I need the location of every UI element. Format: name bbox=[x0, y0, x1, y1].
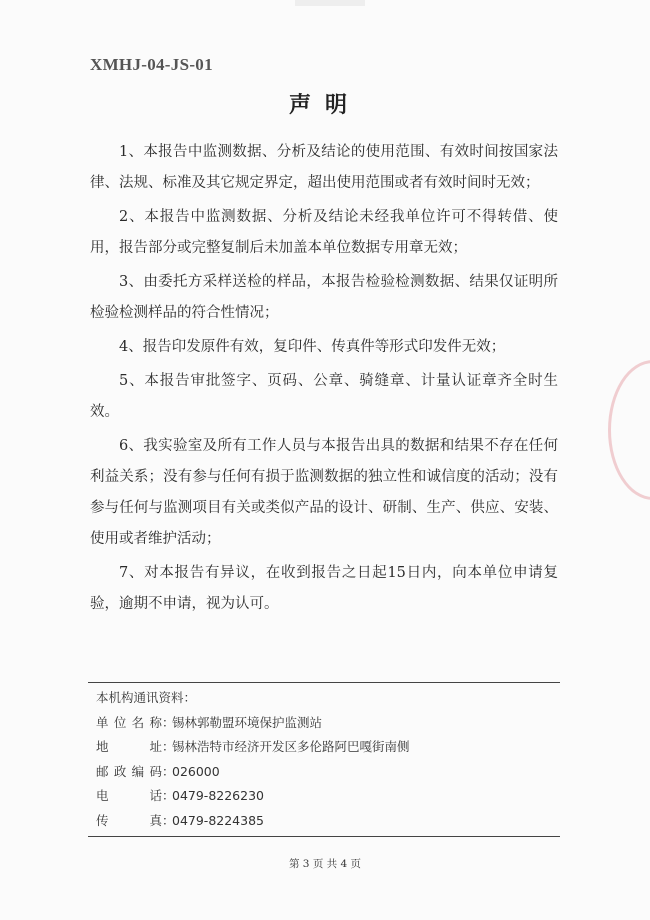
statement-body bbox=[90, 137, 558, 623]
contact-heading: 本机构通讯资料： bbox=[96, 690, 197, 705]
contact-row-postcode: 邮政编码 ： 026000 bbox=[96, 760, 556, 785]
statement-paragraph-7: 7、对本报告有异议，在收到报告之日起15日内，向本单位申请复验，逾期不申请，视为认可。 bbox=[90, 565, 558, 612]
contact-label: 单位名称 bbox=[96, 714, 162, 730]
contact-value: 026000 bbox=[172, 763, 220, 779]
contact-row-phone: 电话 ： 0479-8226230 bbox=[96, 784, 556, 809]
contact-value: 0479-8226230 bbox=[172, 788, 264, 803]
page-title: 声明 bbox=[288, 92, 361, 118]
contact-row-address: 地址 ： 锡林浩特市经济开发区多伦路阿巴嘎街南侧 bbox=[96, 735, 556, 760]
contact-label: 地址 bbox=[96, 739, 162, 754]
document-code: XMHJ-04-JS-01 bbox=[90, 55, 213, 74]
contact-label: 传真 bbox=[96, 812, 162, 828]
seal-stamp bbox=[608, 360, 650, 500]
statement-paragraph-4: 4、报告印发原件有效，复印件、传真件等形式印发件无效； bbox=[119, 339, 506, 355]
page-number: 第 3 页 共 4 页 bbox=[288, 858, 362, 870]
contact-row-org-name: 单位名称 ： 锡林郭勒盟环境保护监测站 bbox=[96, 711, 556, 736]
contact-divider-top bbox=[88, 682, 560, 683]
statement-paragraph-5: 5、本报告审批签字、页码、公章、骑缝章、计量认证章齐全时生效。 bbox=[90, 373, 558, 420]
contact-label: 电话 bbox=[96, 788, 162, 803]
contact-row-fax: 传真 ： 0479-8224385 bbox=[96, 809, 556, 834]
statement-paragraph-3: 3、由委托方采样送检的样品，本报告检验检测数据、结果仅证明所检验检测样品的符合性情况； bbox=[90, 274, 558, 321]
statement-paragraph-6: 6、我实验室及所有工作人员与本报告出具的数据和结果不存在任何利益关系；没有参与任何有损于监测数据的独立性和诚信度的活动；没有参与任何与监测项目有关或类似产品的设计、研制、生产、供应、安装、使用或者维护活动； bbox=[90, 438, 558, 547]
contact-info bbox=[96, 686, 556, 833]
contact-value: 锡林浩特市经济开发区多伦路阿巴嘎街南侧 bbox=[172, 739, 410, 754]
contact-value: 锡林郭勒盟环境保护监测站 bbox=[172, 714, 323, 730]
contact-divider-bottom bbox=[88, 836, 560, 837]
contact-label: 邮政编码 bbox=[96, 763, 162, 779]
contact-value: 0479-8224385 bbox=[172, 812, 264, 828]
statement-paragraph-2: 2、本报告中监测数据、分析及结论未经我单位许可不得转借、使用，报告部分或完整复制后未加盖本单位数据专用章无效； bbox=[90, 209, 558, 256]
statement-paragraph-1: 1、本报告中监测数据、分析及结论的使用范围、有效时间按国家法律、法规、标准及其它规定界定，超出使用范围或者有效时间时无效； bbox=[90, 144, 558, 191]
scan-artifact bbox=[295, 0, 365, 6]
